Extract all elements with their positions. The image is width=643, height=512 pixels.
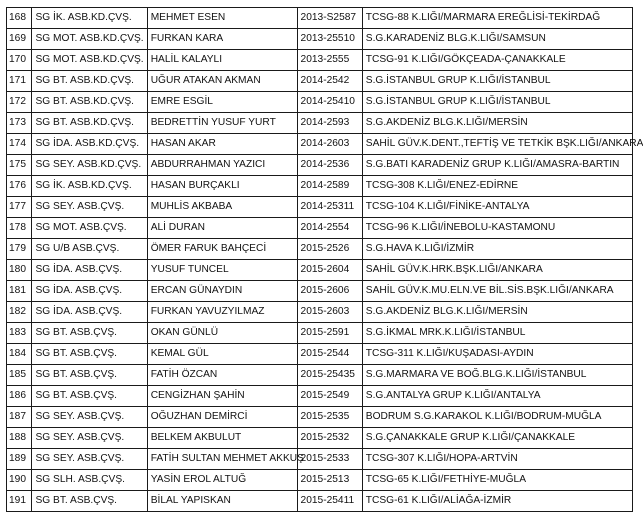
person-name-cell: CENGİZHAN ŞAHİN: [147, 386, 297, 407]
person-name-cell: ALİ DURAN: [147, 218, 297, 239]
assigned-unit-cell: TCSG-311 K.LIĞI/KUŞADASI-AYDIN: [362, 344, 632, 365]
assigned-unit-cell: S.G.KARADENİZ BLG.K.LIĞI/SAMSUN: [362, 29, 632, 50]
person-name-cell: BEDRETTİN YUSUF YURT: [147, 113, 297, 134]
registry-number-cell: 2014-25311: [297, 197, 362, 218]
row-number-cell: 179: [7, 239, 32, 260]
table-row: [7, 176, 633, 197]
row-number-cell: 180: [7, 260, 32, 281]
person-name-cell: UĞUR ATAKAN AKMAN: [147, 71, 297, 92]
person-name-cell: BİLAL YAPISKAN: [147, 491, 297, 512]
assigned-unit-cell: TCSG-96 K.LIĞI/İNEBOLU-KASTAMONU: [362, 218, 632, 239]
person-name-cell: FURKAN KARA: [147, 29, 297, 50]
assigned-unit-cell: SAHİL GÜV.K.DENT.,TEFTİŞ VE TETKİK BŞK.LIĞI/ANKARA: [362, 134, 632, 155]
person-name-cell: OĞUZHAN DEMİRCİ: [147, 407, 297, 428]
assigned-unit-cell: S.G.İSTANBUL GRUP K.LIĞI/İSTANBUL: [362, 92, 632, 113]
registry-number-cell: 2013-S2587: [297, 8, 362, 29]
rank-cell: SG SEY. ASB.ÇVŞ.: [32, 197, 147, 218]
assigned-unit-cell: SAHİL GÜV.K.MU.ELN.VE BİL.SİS.BŞK.LIĞI/ANKARA: [362, 281, 632, 302]
table-row: [7, 218, 633, 239]
assigned-unit-cell: TCSG-104 K.LIĞI/FİNİKE-ANTALYA: [362, 197, 632, 218]
registry-number-cell: 2015-2532: [297, 428, 362, 449]
rank-cell: SG MOT. ASB.ÇVŞ.: [32, 218, 147, 239]
registry-number-cell: 2015-2549: [297, 386, 362, 407]
table-row: [7, 365, 633, 386]
rank-cell: SG BT. ASB.KD.ÇVŞ.: [32, 71, 147, 92]
row-number-cell: 174: [7, 134, 32, 155]
table-row: [7, 92, 633, 113]
assigned-unit-cell: BODRUM S.G.KARAKOL K.LIĞI/BODRUM-MUĞLA: [362, 407, 632, 428]
assigned-unit-cell: S.G.ÇANAKKALE GRUP K.LIĞI/ÇANAKKALE: [362, 428, 632, 449]
row-number-cell: 169: [7, 29, 32, 50]
registry-number-cell: 2015-25411: [297, 491, 362, 512]
registry-number-cell: 2013-25510: [297, 29, 362, 50]
registry-number-cell: 2014-2554: [297, 218, 362, 239]
person-name-cell: FURKAN YAVUZYILMAZ: [147, 302, 297, 323]
registry-number-cell: 2014-2589: [297, 176, 362, 197]
person-name-cell: MEHMET ESEN: [147, 8, 297, 29]
assigned-unit-cell: TCSG-307 K.LIĞI/HOPA-ARTVİN: [362, 449, 632, 470]
table-row: [7, 449, 633, 470]
table-row: [7, 260, 633, 281]
registry-number-cell: 2015-2526: [297, 239, 362, 260]
row-number-cell: 176: [7, 176, 32, 197]
table-row: [7, 29, 633, 50]
registry-number-cell: 2014-2603: [297, 134, 362, 155]
row-number-cell: 177: [7, 197, 32, 218]
table-row: [7, 302, 633, 323]
person-name-cell: HASAN AKAR: [147, 134, 297, 155]
assigned-unit-cell: TCSG-65 K.LIĞI/FETHİYE-MUĞLA: [362, 470, 632, 491]
table-row: [7, 407, 633, 428]
table-row: [7, 8, 633, 29]
assigned-unit-cell: S.G.HAVA K.LIĞI/İZMİR: [362, 239, 632, 260]
row-number-cell: 172: [7, 92, 32, 113]
table-row: [7, 344, 633, 365]
table-row: [7, 197, 633, 218]
registry-number-cell: 2015-2513: [297, 470, 362, 491]
row-number-cell: 182: [7, 302, 32, 323]
assigned-unit-cell: TCSG-88 K.LIĞI/MARMARA EREĞLİSİ-TEKİRDAĞ: [362, 8, 632, 29]
assigned-unit-cell: TCSG-308 K.LIĞI/ENEZ-EDİRNE: [362, 176, 632, 197]
rank-cell: SG SLH. ASB.ÇVŞ.: [32, 470, 147, 491]
assigned-unit-cell: S.G.AKDENİZ BLG.K.LIĞI/MERSİN: [362, 302, 632, 323]
table-row: [7, 113, 633, 134]
rank-cell: SG İK. ASB.KD.ÇVŞ.: [32, 176, 147, 197]
table-row: [7, 323, 633, 344]
rank-cell: SG BT. ASB.ÇVŞ.: [32, 386, 147, 407]
person-name-cell: YUSUF TUNCEL: [147, 260, 297, 281]
row-number-cell: 173: [7, 113, 32, 134]
person-name-cell: OKAN GÜNLÜ: [147, 323, 297, 344]
registry-number-cell: 2014-2536: [297, 155, 362, 176]
rank-cell: SG MOT. ASB.KD.ÇVŞ.: [32, 29, 147, 50]
assigned-unit-cell: TCSG-61 K.LIĞI/ALİAĞA-İZMİR: [362, 491, 632, 512]
rank-cell: SG BT. ASB.ÇVŞ.: [32, 344, 147, 365]
registry-number-cell: 2015-2535: [297, 407, 362, 428]
row-number-cell: 185: [7, 365, 32, 386]
registry-number-cell: 2015-2604: [297, 260, 362, 281]
personnel-table: [6, 7, 643, 512]
assigned-unit-cell: S.G.ANTALYA GRUP K.LIĞI/ANTALYA: [362, 386, 632, 407]
row-number-cell: 175: [7, 155, 32, 176]
person-name-cell: HALİL KALAYLI: [147, 50, 297, 71]
table-row: [7, 71, 633, 92]
person-name-cell: HASAN BURÇAKLI: [147, 176, 297, 197]
row-number-cell: 170: [7, 50, 32, 71]
rank-cell: SG U/B ASB.ÇVŞ.: [32, 239, 147, 260]
table-row: [7, 386, 633, 407]
rank-cell: SG BT. ASB.ÇVŞ.: [32, 365, 147, 386]
rank-cell: SG İDA. ASB.KD.ÇVŞ.: [32, 134, 147, 155]
person-name-cell: BELKEM AKBULUT: [147, 428, 297, 449]
registry-number-cell: 2015-2533: [297, 449, 362, 470]
assigned-unit-cell: S.G.İSTANBUL GRUP K.LIĞI/İSTANBUL: [362, 71, 632, 92]
person-name-cell: EMRE ESGİL: [147, 92, 297, 113]
rank-cell: SG BT. ASB.ÇVŞ.: [32, 491, 147, 512]
assigned-unit-cell: S.G.AKDENİZ BLG.K.LIĞI/MERSİN: [362, 113, 632, 134]
row-number-cell: 178: [7, 218, 32, 239]
personnel-table-body: [7, 8, 643, 512]
rank-cell: SG İDA. ASB.ÇVŞ.: [32, 260, 147, 281]
table-row: [7, 134, 633, 155]
person-name-cell: KEMAL GÜL: [147, 344, 297, 365]
person-name-cell: ERCAN GÜNAYDIN: [147, 281, 297, 302]
table-row: [7, 155, 633, 176]
table-row: [7, 239, 633, 260]
assigned-unit-cell: SAHİL GÜV.K.HRK.BŞK.LIĞI/ANKARA: [362, 260, 632, 281]
rank-cell: SG BT. ASB.ÇVŞ.: [32, 323, 147, 344]
table-row: [7, 281, 633, 302]
row-number-cell: 183: [7, 323, 32, 344]
registry-number-cell: 2014-2542: [297, 71, 362, 92]
rank-cell: SG İK. ASB.KD.ÇVŞ.: [32, 8, 147, 29]
rank-cell: SG İDA. ASB.ÇVŞ.: [32, 281, 147, 302]
registry-number-cell: 2015-2606: [297, 281, 362, 302]
row-number-cell: 188: [7, 428, 32, 449]
registry-number-cell: 2015-2603: [297, 302, 362, 323]
registry-number-cell: 2013-2555: [297, 50, 362, 71]
rank-cell: SG SEY. ASB.ÇVŞ.: [32, 428, 147, 449]
assigned-unit-cell: TCSG-91 K.LIĞI/GÖKÇEADA-ÇANAKKALE: [362, 50, 632, 71]
row-number-cell: 186: [7, 386, 32, 407]
assigned-unit-cell: S.G.İKMAL MRK.K.LIĞI/İSTANBUL: [362, 323, 632, 344]
person-name-cell: YASİN EROL ALTUĞ: [147, 470, 297, 491]
rank-cell: SG SEY. ASB.ÇVŞ.: [32, 449, 147, 470]
person-name-cell: ÖMER FARUK BAHÇECİ: [147, 239, 297, 260]
row-number-cell: 191: [7, 491, 32, 512]
rank-cell: SG MOT. ASB.KD.ÇVŞ.: [32, 50, 147, 71]
row-number-cell: 190: [7, 470, 32, 491]
row-number-cell: 171: [7, 71, 32, 92]
assigned-unit-cell: S.G.BATI KARADENİZ GRUP K.LIĞI/AMASRA-BARTIN: [362, 155, 632, 176]
row-number-cell: 189: [7, 449, 32, 470]
rank-cell: SG SEY. ASB.ÇVŞ.: [32, 407, 147, 428]
table-row: [7, 50, 633, 71]
assigned-unit-cell: S.G.MARMARA VE BOĞ.BLG.K.LIĞI/İSTANBUL: [362, 365, 632, 386]
person-name-cell: MUHLİS AKBABA: [147, 197, 297, 218]
person-name-cell: FATİH SULTAN MEHMET AKKUŞ: [147, 449, 297, 470]
person-name-cell: FATİH ÖZCAN: [147, 365, 297, 386]
rank-cell: SG İDA. ASB.ÇVŞ.: [32, 302, 147, 323]
row-number-cell: 184: [7, 344, 32, 365]
rank-cell: SG BT. ASB.KD.ÇVŞ.: [32, 113, 147, 134]
registry-number-cell: 2014-2593: [297, 113, 362, 134]
rank-cell: SG BT. ASB.KD.ÇVŞ.: [32, 92, 147, 113]
registry-number-cell: 2015-25435: [297, 365, 362, 386]
table-row: [7, 470, 633, 491]
registry-number-cell: 2015-2544: [297, 344, 362, 365]
person-name-cell: ABDURRAHMAN YAZICI: [147, 155, 297, 176]
table-row: [7, 428, 633, 449]
registry-number-cell: 2015-2591: [297, 323, 362, 344]
rank-cell: SG SEY. ASB.KD.ÇVŞ.: [32, 155, 147, 176]
row-number-cell: 181: [7, 281, 32, 302]
registry-number-cell: 2014-25410: [297, 92, 362, 113]
row-number-cell: 168: [7, 8, 32, 29]
row-number-cell: 187: [7, 407, 32, 428]
table-row: [7, 491, 633, 512]
